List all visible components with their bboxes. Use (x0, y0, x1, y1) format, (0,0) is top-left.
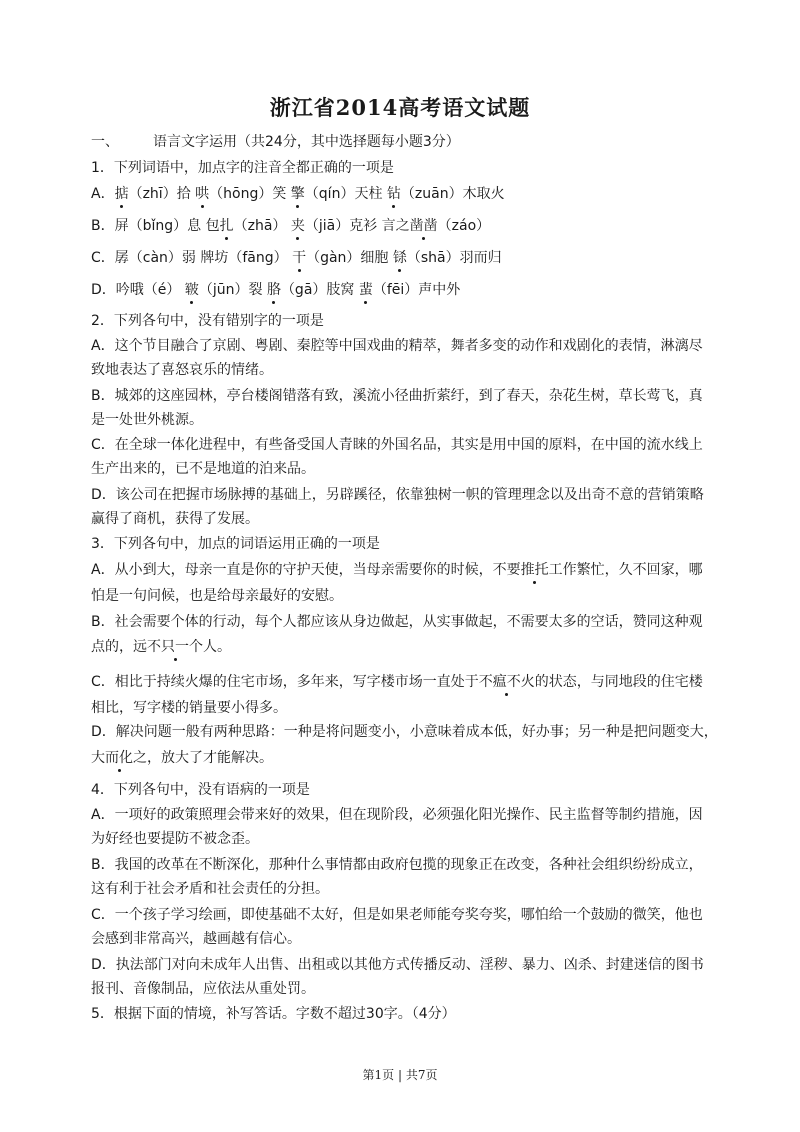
question-2-option-a-line1: A．这个节目融合了京剧、粤剧、秦腔等中国戏曲的精萃，舞者多变的动作和戏剧化的表情，淋漓尽 (91, 338, 703, 354)
question-3-option-b-line1: B．社会需要个体的行动，每个人都应该从身边做起，从实事做起，不需要太多的空话，赞同这种观 (91, 614, 703, 630)
question-4-option-c-line2: 会感到非常高兴，越画越有信心。 (91, 931, 301, 947)
dotted-char: 铩 (392, 250, 407, 266)
question-1-option-d: D．吟哦（é） 皲（jūn）裂 胳（gā）肢窝 蜚（fēi）声中外 (91, 282, 461, 298)
question-2-option-d-line2: 赢得了商机，获得了发展。 (91, 511, 259, 527)
dotted-char: 胳 (266, 282, 281, 298)
question-2-option-c-line2: 生产出来的，已不是地道的泊来品。 (91, 461, 315, 477)
dotted-phrase: 不只一个 (147, 639, 203, 655)
question-4-option-c-line1: C．一个孩子学习绘画，即使基础不太好，但是如果老师能夸奖夸奖，哪怕给一个鼓励的微笑，他也 (91, 907, 703, 923)
question-1-stem: 1．下列词语中，加点字的注音全都正确的一项是 (91, 160, 394, 176)
question-4-option-d-line2: 报刊、音像制品，应依法从重处罚。 (91, 981, 315, 997)
section-number: 一、 (91, 134, 119, 150)
dotted-phrase: 不瘟不火 (478, 674, 535, 690)
question-1-option-a: A．掂（zhī）拾 哄（hōng）笑 擎（qín）天柱 钻（zuān）木取火 (91, 186, 505, 202)
question-3-option-b-line2: 点的，远不只一个人。 (91, 639, 231, 655)
dotted-char: 哄 (195, 186, 210, 202)
dotted-char: 蜚 (358, 282, 373, 298)
dotted-char: 擎 (290, 186, 305, 202)
question-3-option-c-line1: C．相比于持续火爆的住宅市场，多年来，写字楼市场一直处于不瘟不火的状态，与同地段的住宅楼 (91, 674, 703, 690)
section-title: 语言文字运用（共24分，其中选择题每小题3分） (153, 134, 460, 150)
question-2-option-a-line2: 致地表达了喜怒哀乐的情绪。 (91, 362, 273, 378)
dotted-char: 掂 (114, 186, 129, 202)
question-3-option-c-line2: 相比，写字楼的销量要小得多。 (91, 700, 287, 716)
dotted-char: 皲 (184, 282, 199, 298)
dotted-phrase: 大而化之 (91, 750, 147, 766)
question-2-stem: 2．下列各句中，没有错别字的一项是 (91, 313, 324, 329)
question-2-option-b-line2: 是一处世外桃源。 (91, 412, 203, 428)
question-5-stem: 5．根据下面的情境，补写答话。字数不超过30字。（4分） (91, 1006, 456, 1022)
question-1-option-b: B．屏（bǐng）息 包扎（zhā） 夹（jiā）克衫 言之凿凿（záo） (91, 218, 491, 234)
question-3-option-d-line1: D．解决问题一般有两种思路：一种是将问题变小，小意味着成本低，好办事；另一种是把问题变大， (91, 724, 718, 740)
dotted-char: 凿凿 (409, 218, 438, 234)
question-3-option-a-line2: 怕是一句问候，也是给母亲最好的安慰。 (91, 588, 343, 604)
question-4-option-b-line1: B．我国的改革在不断深化，那种什么事情都由政府包揽的现象正在改变，各种社会组织纷纷成立， (91, 857, 703, 873)
question-2-option-c-line1: C．在全球一体化进程中，有些备受国人青睐的外国名品，其实是用中国的原料，在中国的流水线上 (91, 437, 703, 453)
dotted-char: 夹 (290, 218, 305, 234)
question-4-option-a-line2: 为好经也要提防不被念歪。 (91, 831, 259, 847)
question-2-option-b-line1: B．城郊的这座园林，亭台楼阁错落有致，溪流小径曲折萦纡，到了春天，杂花生树，草长莺飞，真 (91, 388, 703, 404)
question-3-option-a-line1: A．从小到大，母亲一直是你的守护天使，当母亲需要你的时候，不要推托工作繁忙，久不回家，哪 (91, 562, 703, 578)
dotted-char: 扎 (219, 218, 234, 234)
question-4-option-d-line1: D．执法部门对向未成年人出售、出租或以其他方式传播反动、淫秽、暴力、凶杀、封建迷信的图书 (91, 957, 704, 973)
question-3-option-d-line2: 大而化之，放大了才能解决。 (91, 750, 273, 766)
dotted-char: 钻 (386, 186, 401, 202)
question-1-option-c: C．孱（càn）弱 牌坊（fāng） 干（gàn）细胞 铩（shā）羽而归 (91, 250, 502, 266)
dotted-char: 干 (292, 250, 307, 266)
question-4-stem: 4．下列各句中，没有语病的一项是 (91, 782, 310, 798)
question-4-option-a-line1: A．一项好的政策照理会带来好的效果，但在现阶段，必须强化阳光操作、民主监督等制约措施，因 (91, 807, 703, 823)
question-2-option-d-line1: D．该公司在把握市场脉搏的基础上，另辟蹊径，依靠独树一帜的管理理念以及出奇不意的营销策略 (91, 487, 704, 503)
dotted-phrase: 推托 (520, 562, 549, 578)
page-title: 浙江省2014高考语文试题 (269, 95, 531, 120)
question-4-option-b-line2: 这有利于社会矛盾和社会责任的分担。 (91, 881, 329, 897)
section-heading (91, 132, 716, 152)
page-footer: 第1页 | 共7页 (362, 1068, 438, 1082)
question-3-stem: 3．下列各句中，加点的词语运用正确的一项是 (91, 536, 380, 552)
